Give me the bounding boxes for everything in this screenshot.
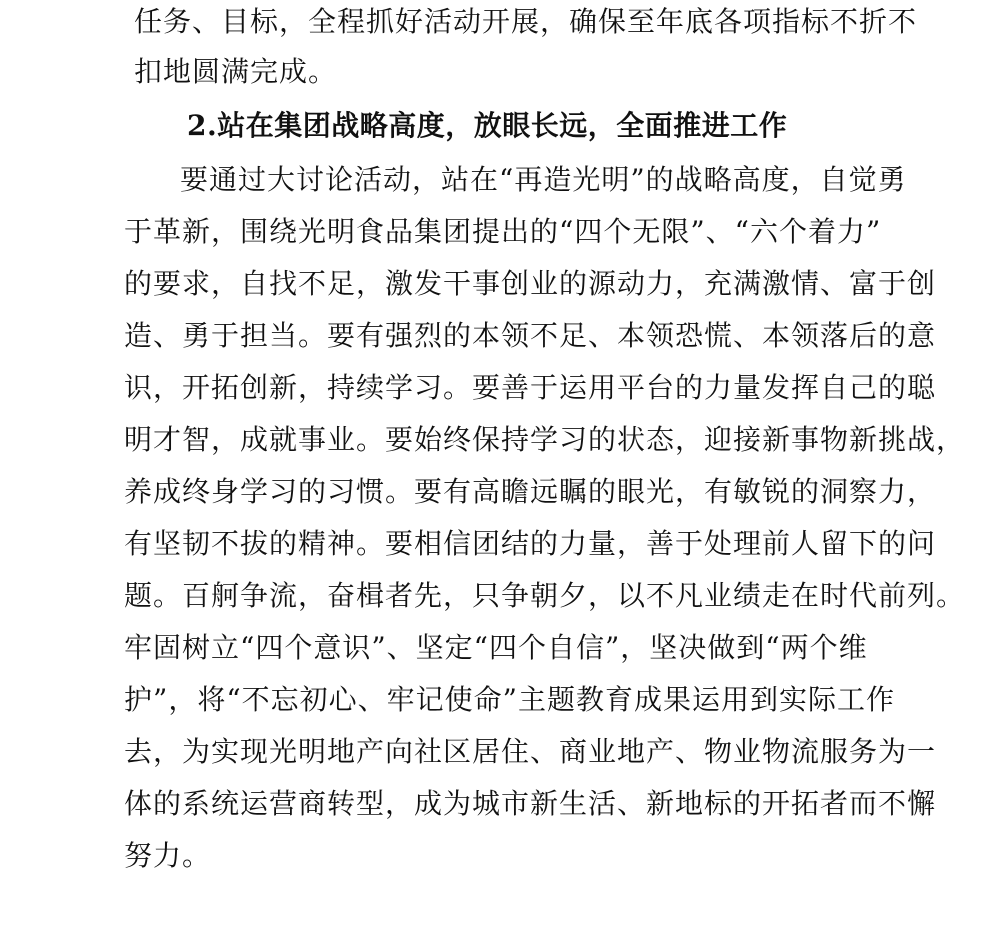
body-line: 明才智，成就事业。要始终保持学习的状态，迎接新事物新挑战， xyxy=(124,423,966,456)
body-line: 于革新，围绕光明食品集团提出的“四个无限”、“六个着力” xyxy=(124,215,882,248)
body-line: 有坚韧不拔的精神。要相信团结的力量，善于处理前人留下的问 xyxy=(124,527,937,560)
body-line: 养成终身学习的习惯。要有高瞻远瞩的眼光，有敏锐的洞察力， xyxy=(124,475,937,508)
body-line: 护”，将“不忘初心、牢记使命”主题教育成果运用到实际工作 xyxy=(124,683,895,716)
body-line: 题。百舸争流，奋楫者先，只争朝夕，以不凡业绩走在时代前列。 xyxy=(124,579,966,612)
body-line: 牢固树立“四个意识”、坚定“四个自信”，坚决做到“两个维 xyxy=(124,631,868,664)
section-heading: 2.站在集团战略高度，放眼长远，全面推进工作 xyxy=(187,109,788,142)
continuation-line: 扣地圆满完成。 xyxy=(134,55,338,88)
continuation-line: 任务、目标，全程抓好活动开展，确保至年底各项指标不折不 xyxy=(134,5,918,38)
body-line: 的要求，自找不足，激发干事创业的源动力，充满激情、富于创 xyxy=(124,267,937,300)
body-line: 造、勇于担当。要有强烈的本领不足、本领恐慌、本领落后的意 xyxy=(124,319,937,352)
body-line: 识，开拓创新，持续学习。要善于运用平台的力量发挥自己的聪 xyxy=(124,371,937,404)
body-line: 去，为实现光明地产向社区居住、商业地产、物业物流服务为一 xyxy=(124,735,937,768)
body-line: 体的系统运营商转型，成为城市新生活、新地标的开拓者而不懈 xyxy=(124,787,937,820)
body-line: 努力。 xyxy=(124,839,212,872)
body-line: 要通过大讨论活动，站在“再造光明”的战略高度，自觉勇 xyxy=(180,163,907,196)
